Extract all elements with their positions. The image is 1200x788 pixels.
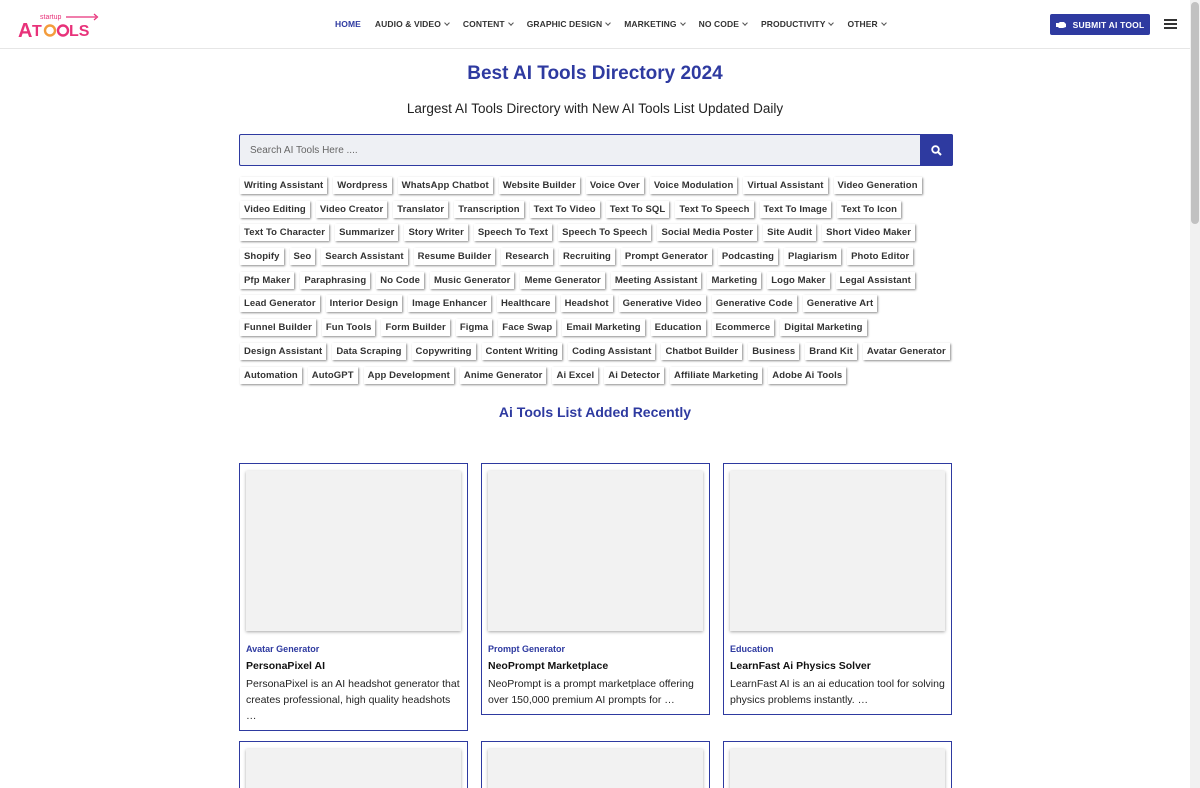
nav-item-label: HOME — [335, 19, 361, 29]
category-tag[interactable]: Music Generator — [430, 272, 514, 289]
category-tag[interactable]: Digital Marketing — [780, 319, 866, 336]
category-tag[interactable]: Resume Builder — [414, 248, 496, 265]
category-tag[interactable]: Chatbot Builder — [661, 343, 742, 360]
category-tag[interactable]: Pfp Maker — [240, 272, 294, 289]
category-tag[interactable]: Automation — [240, 367, 302, 384]
category-tag[interactable]: Video Creator — [316, 201, 387, 218]
category-tag[interactable]: Text To Character — [240, 224, 329, 241]
category-tag[interactable]: Paraphrasing — [300, 272, 370, 289]
tool-card-partial[interactable] — [481, 741, 710, 788]
nav-item-graphic-design[interactable] — [520, 19, 618, 29]
category-tag[interactable]: Speech To Text — [474, 224, 552, 241]
chevron-down-icon — [508, 20, 514, 26]
nav-item-label: MARKETING — [624, 19, 677, 29]
category-tag[interactable]: Website Builder — [499, 177, 580, 194]
category-tag[interactable]: Business — [748, 343, 799, 360]
category-tag[interactable]: WhatsApp Chatbot — [398, 177, 493, 194]
category-tag[interactable]: Video Generation — [834, 177, 922, 194]
chevron-down-icon — [881, 20, 887, 26]
chevron-down-icon — [829, 20, 835, 26]
category-tag[interactable]: Video Editing — [240, 201, 310, 218]
category-tag[interactable]: Voice Over — [586, 177, 644, 194]
tool-category-link[interactable]: Prompt Generator — [488, 644, 566, 654]
chevron-down-icon — [742, 20, 748, 26]
nav-item-label: AUDIO & VIDEO — [374, 19, 441, 29]
tool-thumbnail — [488, 749, 703, 788]
category-tag[interactable]: Coding Assistant — [568, 343, 655, 360]
category-tag[interactable]: Logo Maker — [767, 272, 829, 289]
nav-item-other[interactable] — [840, 19, 892, 29]
chevron-down-icon — [444, 20, 450, 26]
tool-category-link[interactable]: Education — [730, 644, 774, 654]
category-tag[interactable]: Generative Video — [619, 295, 706, 312]
page-subtitle: Largest AI Tools Directory with New AI Tools List Updated Daily — [406, 101, 784, 116]
category-tag[interactable]: Education — [651, 319, 706, 336]
tool-name[interactable]: LearnFast Ai Physics Solver — [730, 660, 871, 672]
search-bar — [239, 134, 953, 166]
tool-thumbnail — [246, 471, 461, 631]
nav-item-label: PRODUCTIVITY — [761, 19, 826, 29]
category-tag[interactable]: Text To Speech — [675, 201, 753, 218]
category-tag-list — [240, 177, 960, 390]
category-tag[interactable]: Generative Art — [803, 295, 878, 312]
tool-card-partial[interactable] — [723, 741, 952, 788]
svg-text:T: T — [32, 23, 42, 39]
category-tag[interactable]: Text To SQL — [606, 201, 670, 218]
category-tag[interactable]: Copywriting — [412, 343, 476, 360]
category-tag[interactable]: Face Swap — [498, 319, 556, 336]
search-icon — [931, 145, 942, 156]
category-tag[interactable]: Prompt Generator — [621, 248, 712, 265]
category-tag[interactable]: Writing Assistant — [240, 177, 327, 194]
category-tag[interactable]: Brand Kit — [805, 343, 857, 360]
nav-item-no-code[interactable] — [692, 19, 754, 29]
category-tag[interactable]: Site Audit — [763, 224, 816, 241]
search-button[interactable] — [920, 134, 953, 166]
nav-item-label: NO CODE — [698, 19, 739, 29]
tool-card[interactable] — [481, 463, 710, 715]
category-tag[interactable]: Image Enhancer — [408, 295, 491, 312]
svg-text:A: A — [18, 20, 33, 39]
category-tag[interactable]: Search Assistant — [321, 248, 407, 265]
nav-item-productivity[interactable] — [754, 19, 840, 29]
tool-name[interactable]: NeoPrompt Marketplace — [488, 660, 609, 672]
category-tag[interactable]: Ecommerce — [712, 319, 775, 336]
tool-description: NeoPrompt is a prompt marketplace offering over 150,000 premium AI prompts for … — [488, 678, 694, 706]
submit-ai-tool-button[interactable] — [1050, 14, 1150, 35]
category-tag[interactable]: Social Media Poster — [657, 224, 757, 241]
tool-name[interactable]: PersonaPixel AI — [246, 660, 325, 672]
category-tag[interactable]: Ai Detector — [604, 367, 664, 384]
nav-item-label: OTHER — [847, 19, 878, 29]
nav-item-audio-video[interactable] — [368, 19, 456, 29]
submit-ai-tool-label: SUBMIT AI TOOL — [1072, 19, 1145, 30]
page-scrollbar[interactable] — [1190, 0, 1200, 788]
category-tag[interactable]: Story Writer — [404, 224, 467, 241]
category-tag[interactable]: Fun Tools — [322, 319, 376, 336]
svg-text:startup: startup — [40, 14, 62, 21]
scrollbar-thumb[interactable] — [1191, 2, 1199, 224]
hand-icon — [1056, 21, 1067, 29]
category-tag[interactable]: Wordpress — [333, 177, 391, 194]
category-tag[interactable]: Affiliate Marketing — [670, 367, 762, 384]
page-title: Best AI Tools Directory 2024 — [467, 63, 723, 84]
category-tag[interactable]: Legal Assistant — [836, 272, 915, 289]
category-tag[interactable]: Figma — [456, 319, 492, 336]
category-tag[interactable]: Data Scraping — [332, 343, 405, 360]
chevron-down-icon — [680, 20, 686, 26]
category-tag[interactable]: Email Marketing — [562, 319, 644, 336]
tool-description: PersonaPixel is an AI headshot generator that creates professional, high quality headshots … — [246, 678, 460, 722]
category-tag[interactable]: Text To Image — [760, 201, 832, 218]
category-tag[interactable]: Speech To Speech — [558, 224, 651, 241]
site-header — [0, 0, 1190, 49]
category-tag[interactable]: Marketing — [707, 272, 761, 289]
category-tag[interactable]: AutoGPT — [308, 367, 358, 384]
category-tag[interactable]: Anime Generator — [460, 367, 547, 384]
category-tag[interactable]: Avatar Generator — [863, 343, 950, 360]
category-tag[interactable]: Transcription — [454, 201, 523, 218]
nav-item-label: GRAPHIC DESIGN — [526, 19, 603, 29]
tool-thumbnail — [730, 471, 945, 631]
category-tag[interactable]: No Code — [376, 272, 424, 289]
category-tag[interactable]: Meeting Assistant — [611, 272, 702, 289]
category-tag[interactable]: Shopify — [240, 248, 284, 265]
category-tag[interactable]: Form Builder — [381, 319, 449, 336]
category-tag[interactable]: App Development — [364, 367, 454, 384]
recent-tools-heading: Ai Tools List Added Recently — [498, 404, 692, 420]
search-input[interactable] — [240, 135, 920, 165]
category-tag[interactable]: Interior Design — [326, 295, 403, 312]
hamburger-icon[interactable] — [1164, 19, 1177, 29]
tool-category-link[interactable]: Avatar Generator — [246, 644, 320, 654]
category-tag[interactable]: Short Video Maker — [822, 224, 915, 241]
nav-item-content[interactable] — [456, 19, 520, 29]
category-tag[interactable]: Content Writing — [482, 343, 563, 360]
nav-item-home[interactable] — [328, 19, 368, 29]
category-tag[interactable]: Photo Editor — [847, 248, 913, 265]
tool-description: LearnFast AI is an ai education tool for solving physics problems instantly. … — [730, 678, 945, 706]
tool-thumbnail — [730, 749, 945, 788]
category-tag[interactable]: Text To Icon — [837, 201, 901, 218]
nav-item-label: CONTENT — [462, 19, 505, 29]
category-tag[interactable]: Headshot — [561, 295, 613, 312]
chevron-down-icon — [605, 20, 611, 26]
category-tag[interactable]: Healthcare — [497, 295, 555, 312]
tool-card[interactable] — [239, 463, 468, 731]
tool-card-partial[interactable] — [239, 741, 468, 788]
category-tag[interactable]: Ai Excel — [552, 367, 598, 384]
category-tag[interactable]: Research — [501, 248, 553, 265]
category-tag[interactable]: Text To Video — [530, 201, 600, 218]
startup-ai-tools-logo[interactable] — [18, 11, 102, 39]
category-tag[interactable]: Recruiting — [559, 248, 615, 265]
category-tag[interactable]: Adobe Ai Tools — [768, 367, 846, 384]
category-tag[interactable]: Virtual Assistant — [743, 177, 827, 194]
category-tag[interactable]: Lead Generator — [240, 295, 320, 312]
category-tag[interactable]: Podcasting — [718, 248, 778, 265]
category-tag[interactable]: Meme Generator — [520, 272, 604, 289]
category-tag[interactable]: Plagiarism — [784, 248, 841, 265]
nav-item-marketing[interactable] — [617, 19, 691, 29]
category-tag[interactable]: Funnel Builder — [240, 319, 316, 336]
tool-thumbnail — [488, 471, 703, 631]
category-tag[interactable]: Seo — [290, 248, 316, 265]
category-tag[interactable]: Design Assistant — [240, 343, 326, 360]
category-tag[interactable]: Voice Modulation — [650, 177, 738, 194]
category-tag[interactable]: Summarizer — [335, 224, 398, 241]
tool-card[interactable] — [723, 463, 952, 715]
category-tag[interactable]: Translator — [393, 201, 448, 218]
category-tag[interactable]: Generative Code — [712, 295, 797, 312]
main-nav — [328, 0, 893, 48]
svg-text:LS: LS — [69, 23, 90, 39]
tool-thumbnail — [246, 749, 461, 788]
